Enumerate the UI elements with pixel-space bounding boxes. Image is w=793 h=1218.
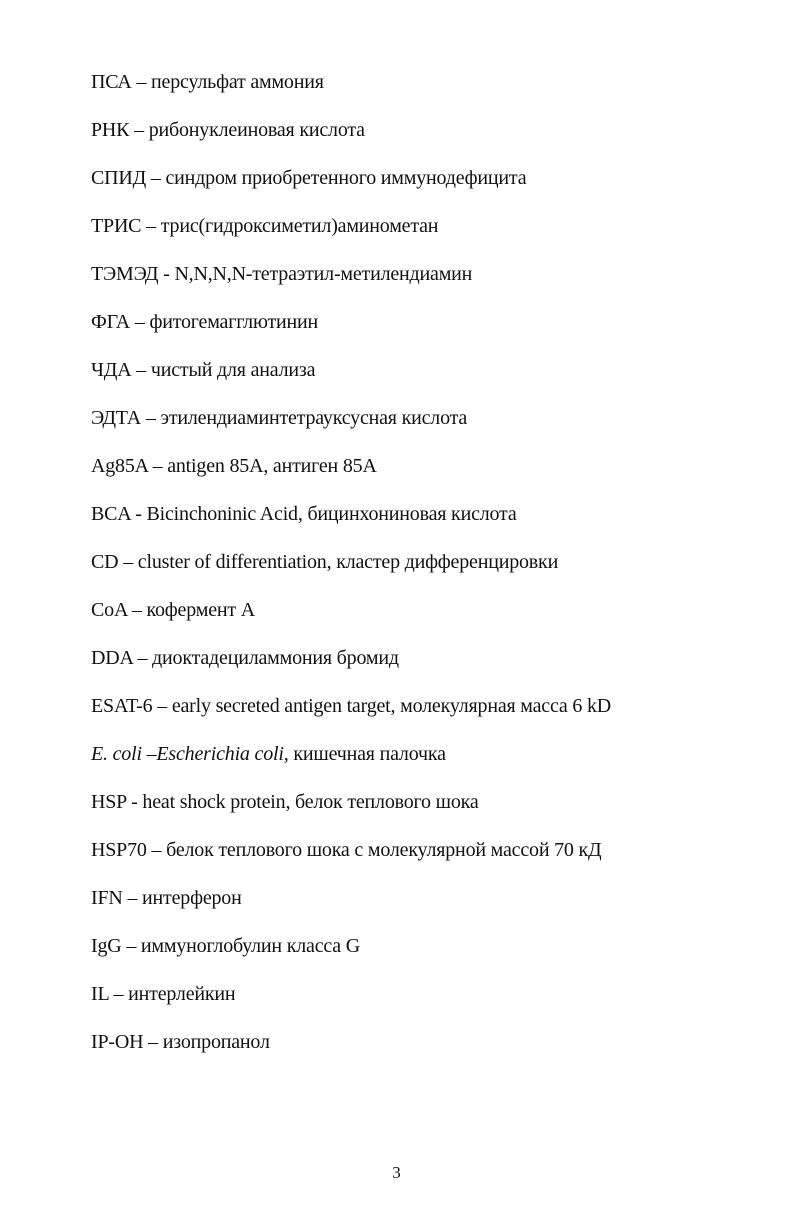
abbreviation-term: СПИД [91,167,147,189]
abbreviation-separator: – [121,935,141,957]
abbreviation-separator: – [147,455,168,477]
abbreviation-separator: – [132,647,153,669]
abbreviation-separator: – [108,983,129,1005]
abbreviation-term: ЧДА [91,359,132,381]
abbreviation-separator: – [131,71,152,93]
abbreviation-term: IgG [91,935,122,957]
abbreviation-definition: изопропанол [162,1031,270,1053]
abbreviation-term: ЭДТА [91,407,142,429]
abbreviation-definition: heat shock protein, белок теплового шока [142,791,479,813]
abbreviation-separator: – [152,695,172,717]
abbreviation-definition: antigen 85A, антиген 85A [167,455,377,477]
abbreviation-term: РНК [91,119,130,141]
abbreviation-entry [91,934,751,982]
abbreviation-separator: - [126,791,143,813]
abbreviation-separator: – [129,119,149,141]
abbreviation-term: IL [91,983,109,1005]
abbreviation-entry [91,406,751,454]
abbreviation-definition: синдром приобретенного иммунодефицита [165,167,527,189]
abbreviation-entry [91,790,751,838]
abbreviation-entry [91,838,751,886]
abbreviation-term: HSP [91,791,127,813]
abbreviation-entry [91,886,751,934]
abbreviation-separator: – [130,311,150,333]
abbreviation-term: ESAT-6 [91,695,153,717]
abbreviation-entry [91,454,751,502]
abbreviation-definition: этилендиаминтетрауксусная кислота [160,407,468,429]
abbreviation-definition: кофермент А [146,599,255,621]
abbreviation-term: ТЭМЭД [91,263,159,285]
abbreviation-entry [91,1030,751,1078]
abbreviation-definition: кишечная палочка [293,743,446,765]
abbreviation-definition: трис(гидроксиметил)аминометан [160,215,439,237]
abbreviation-separator: – [146,839,167,861]
abbreviation-entry [91,70,751,118]
abbreviation-term: IP-OH [91,1031,144,1053]
abbreviation-entry [91,262,751,310]
abbreviation-term: BCA [91,503,131,525]
abbreviation-entry [91,598,751,646]
abbreviation-definition: чистый для анализа [150,359,316,381]
abbreviation-entry [91,166,751,214]
abbreviation-definition: иммуноглобулин класса G [140,935,361,957]
abbreviation-list [91,70,751,1078]
abbreviation-term: IFN [91,887,123,909]
abbreviation-definition: фитогемагглютинин [149,311,318,333]
abbreviation-separator: - [130,503,147,525]
abbreviation-definition: рибонуклеиновая кислота [148,119,365,141]
abbreviation-separator: – [141,215,161,237]
abbreviation-separator: – [131,359,151,381]
abbreviation-entry [91,310,751,358]
abbreviation-term: ФГА [91,311,131,333]
abbreviation-term: E. coli –Escherichia coli, [91,743,289,765]
abbreviation-separator: – [118,551,138,573]
abbreviation-entry [91,646,751,694]
abbreviation-definition: интерферон [142,887,242,909]
abbreviation-entry [91,742,751,790]
abbreviation-entry [91,358,751,406]
abbreviation-term: CoA [91,599,128,621]
page-number: 3 [392,1163,401,1182]
abbreviation-definition: диоктадециламмония бромид [152,647,399,669]
abbreviation-term: DDA [91,647,133,669]
abbreviation-definition: интерлейкин [128,983,236,1005]
abbreviation-separator: – [143,1031,163,1053]
abbreviation-definition: белок теплового шока с молекулярной массой 70 кД [166,839,602,861]
abbreviation-term: ТРИС [91,215,142,237]
abbreviation-term: HSP70 [91,839,147,861]
abbreviation-entry [91,550,751,598]
abbreviation-separator: – [127,599,147,621]
abbreviation-definition: cluster of differentiation, кластер дифференцировки [137,551,559,573]
abbreviation-term: Ag85A [91,455,148,477]
abbreviation-entry [91,214,751,262]
abbreviation-definition: Bicinchoninic Acid, бицинхониновая кислота [146,503,517,525]
abbreviation-separator: – [122,887,143,909]
abbreviation-term: ПСА [91,71,132,93]
abbreviation-definition: персульфат аммония [151,71,324,93]
abbreviation-definition: early secreted antigen target, молекулярная масса 6 kD [171,695,612,717]
abbreviation-term: CD [91,551,119,573]
abbreviation-entry [91,982,751,1030]
abbreviation-separator: – [146,167,166,189]
abbreviation-entry [91,502,751,550]
abbreviation-entry [91,694,751,742]
abbreviation-separator: – [141,407,161,429]
abbreviation-separator: - [158,263,175,285]
abbreviation-definition: N,N,N,N-тетраэтил-метилендиамин [174,263,473,285]
abbreviation-entry [91,118,751,166]
